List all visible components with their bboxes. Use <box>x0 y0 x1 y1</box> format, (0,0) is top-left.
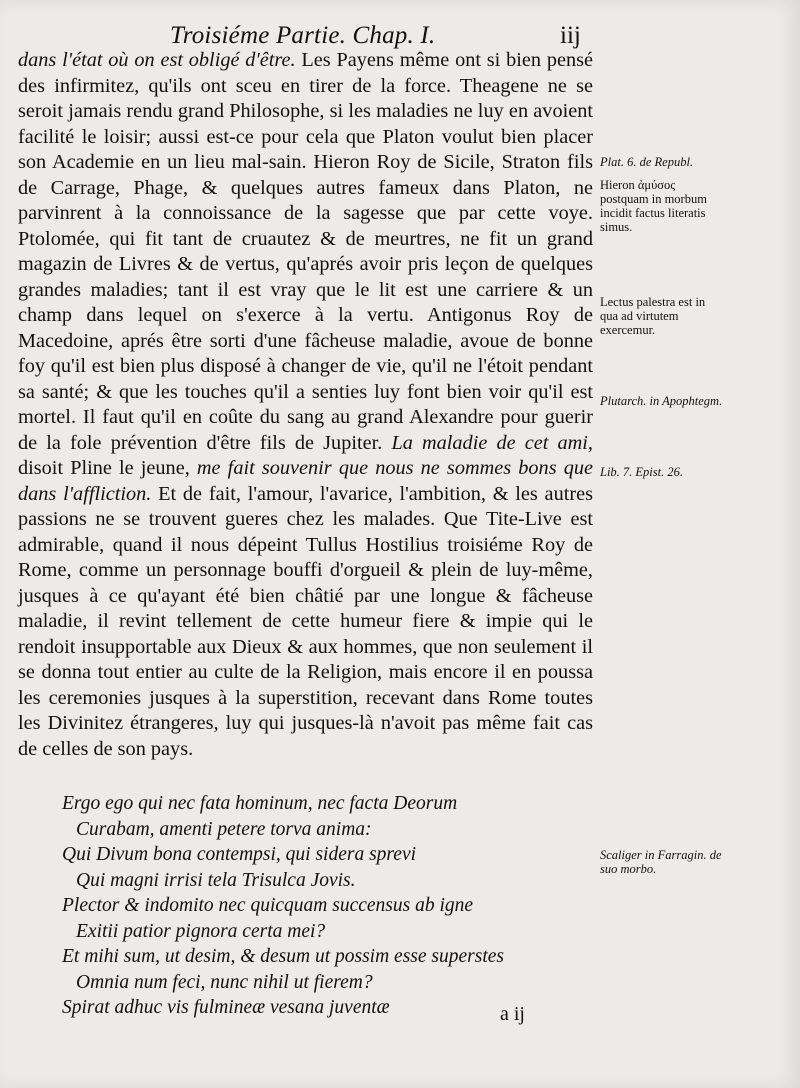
margin-note: Lectus palestra est in qua ad virtutem exercemur. <box>600 295 706 337</box>
main-text-block <box>18 48 593 762</box>
running-title: Troisiéme Partie. Chap. I. <box>170 22 436 49</box>
text-italic-opening: dans l'état où on est obligé d'être. <box>18 49 296 71</box>
margin-note: Lib. 7. Epist. 26. <box>600 465 683 479</box>
latin-verse <box>62 791 597 1021</box>
text-segment: Et de fait, l'amour, l'avarice, l'ambition, & les autres passions ne se trouvent gueres chez les malades. Que Tite-Live est admirable, quand il nous dépeint Tullus Hostilius troisiéme Roy de Rome, comme un personnage bouffi d'orgueil & plein de luy-même, jusques à ce qu'ayant été bien châtié par une longue & fâcheuse maladie, il revint tellement de cette humeur fiere & impie qui le rendoit insupportable aux Dieux & aux hommes, que non seulement il se donna tout entier au culte de la Religion, mais encore il en poussa les ceremonies jusques à la superstition, recevant dans Rome toutes les Divinitez étrangeres, luy qui jusques-là n'avoit pas même fait cas de celles de son pays. <box>18 482 593 760</box>
verse-line: Et mihi sum, ut desim, & desum ut possim esse superstes <box>62 946 504 967</box>
text-italic-quote: La maladie de cet ami <box>391 431 588 454</box>
margin-note: Scaliger in Farragin. de suo morbo. <box>600 848 722 876</box>
verse-line: Qui Divum bona contempsi, qui sidera sprevi <box>62 844 417 865</box>
main-paragraph <box>18 48 593 762</box>
verse-line: Spirat adhuc vis fulmineæ vesana juventæ <box>62 997 390 1018</box>
verse-line: Qui magni irrisi tela Trisulca Jovis. <box>76 869 356 891</box>
text-italic-quote: me fait souvenir que nous ne sommes bons que dans l'affliction. <box>18 457 593 505</box>
text-segment: , disoit Pline le jeune, <box>18 431 593 479</box>
page-number: iij <box>560 22 581 49</box>
margin-note: Plat. 6. de Republ. <box>600 155 694 169</box>
verse-line: Ergo ego qui nec fata hominum, nec facta Deorum <box>62 793 458 814</box>
verse-line: Plector & indomito nec quicquam succensus ab igne <box>62 895 474 916</box>
margin-note: Plutarch. in Apophtegm. <box>600 394 723 408</box>
margin-note: Hieron ἀμύσος postquam in morbum incidit factus literatis simus. <box>600 178 707 234</box>
text-segment: Les Payens même ont si bien pensé des infirmitez, qu'ils ont sceu en tirer de la force. Theagene ne se seroit jamais rendu grand Philosophe, si les maladies ne luy en avoient facilité le loisir; aussi est-ce pour cela que Platon voulut bien placer son Academie en un lieu mal-sain. Hieron Roy de Sicile, Straton fils de Carrage, Phage, & quelques autres fameux dans Platon, ne parvinrent à la connoissance de la sagesse que par cette voye. Ptolomée, qui fit tant de cruautez & de meurtres, ne fit un grand magazin de Livres & de vertus, qu'aprés avoir pris leçon de quelques grandes maladies; tant il est vray que le lit est une carriere & un champ dans lequel on s'exerce à la vertu. Antigonus Roy de Macedoine, aprés être sorti d'une fâcheuse maladie, avoue de bonne foy qu'il est bien plus disposé à changer de vie, qu'il ne l'étoit pendant sa santé; & que les touches qu'il a senties luy font bien voir qu'il est mortel. Il faut qu'il en coûte du sang au grand Alexandre pour guerir de la fole prévention d'être fils de Jupiter. <box>18 49 594 454</box>
signature-mark: a ij <box>500 1003 525 1025</box>
verse-line: Curabam, amenti petere torva anima: <box>76 818 372 840</box>
verse-line: Exitii patior pignora certa mei? <box>76 920 326 942</box>
verse-line: Omnia num feci, nunc nihil ut fierem? <box>76 971 373 993</box>
